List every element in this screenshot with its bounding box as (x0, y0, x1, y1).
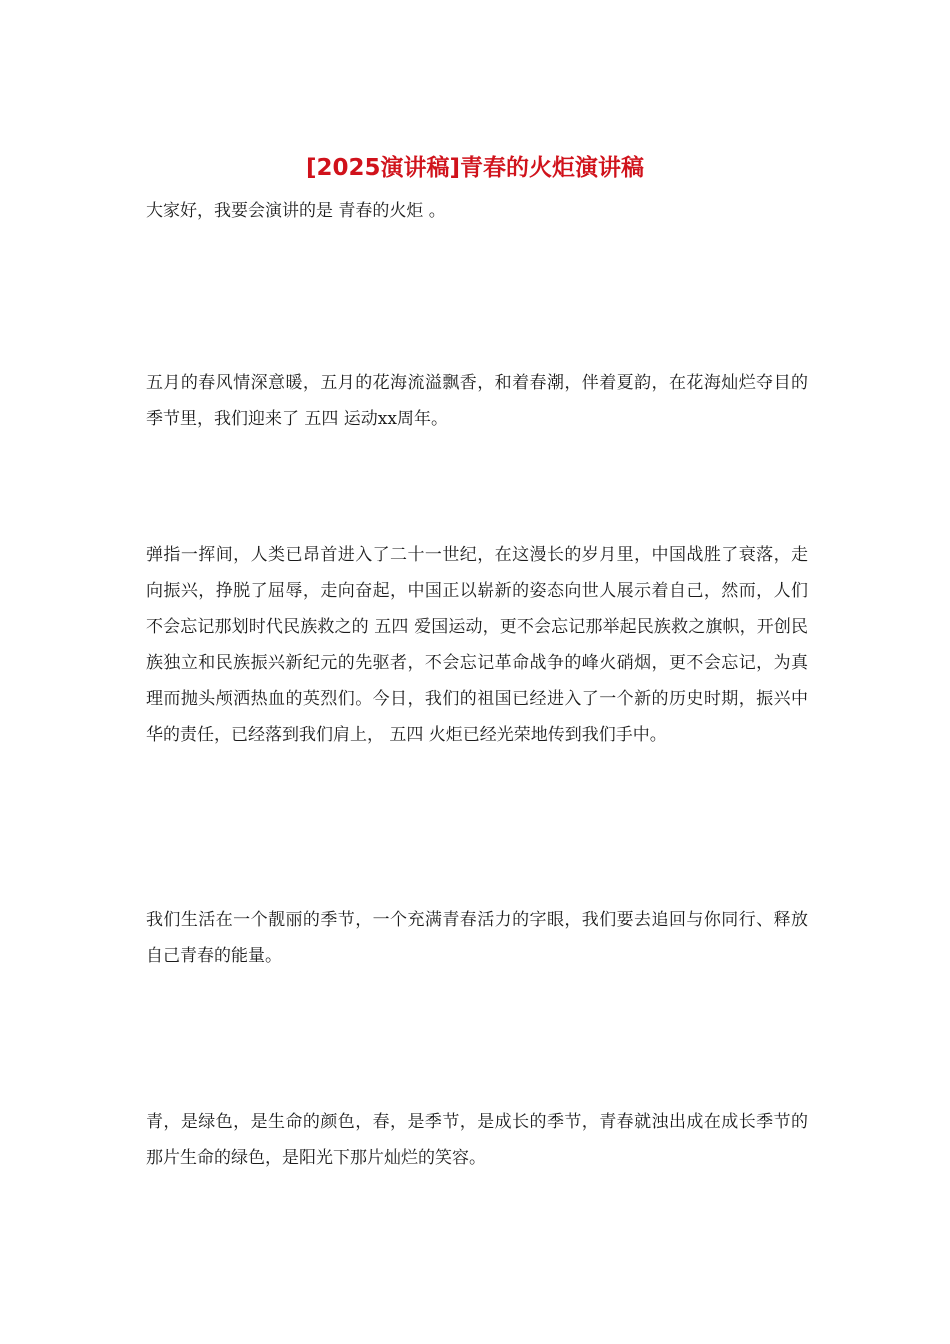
paragraph-history: 弹指一挥间，人类已昂首进入了二十一世纪，在这漫长的岁月里，中国战胜了衰落，走向振兴，挣脱了屈辱，走向奋起，中国正以崭新的姿态向世人展示着自己，然而，人们不会忘记那划时代民族救之的 五四 爱国运动，更不会忘记那举起民族救之旗帜，开创民族独立和民族振兴新纪元的先驱者，不会忘记革命战争的峰火硝烟，更不会忘记，为真理而抛头颅洒热血的英烈们。今日，我们的祖国已经进入了一个新的历史时期，振兴中华的责任，已经落到我们肩上， 五四 火炬已经光荣地传到我们手中。 (146, 545, 808, 745)
paragraph-greeting: 大家好，我要会演讲的是 青春的火炬 。 (146, 201, 446, 221)
paragraph-green-youth: 青，是绿色，是生命的颜色，春，是季节，是成长的季节，青春就浊出成在成长季节的那片生命的绿色，是阳光下那片灿烂的笑容。 (146, 1112, 808, 1168)
document-title: [2025演讲稿]青春的火炬演讲稿 (305, 155, 645, 181)
paragraph-season: 我们生活在一个靓丽的季节，一个充满青春活力的字眼，我们要去追回与你同行、释放自己青春的能量。 (146, 910, 808, 966)
paragraph-may-spring: 五月的春风情深意暖，五月的花海流溢飘香，和着春潮，伴着夏韵，在花海灿烂夺目的季节里，我们迎来了 五四 运动xx周年。 (146, 373, 808, 429)
